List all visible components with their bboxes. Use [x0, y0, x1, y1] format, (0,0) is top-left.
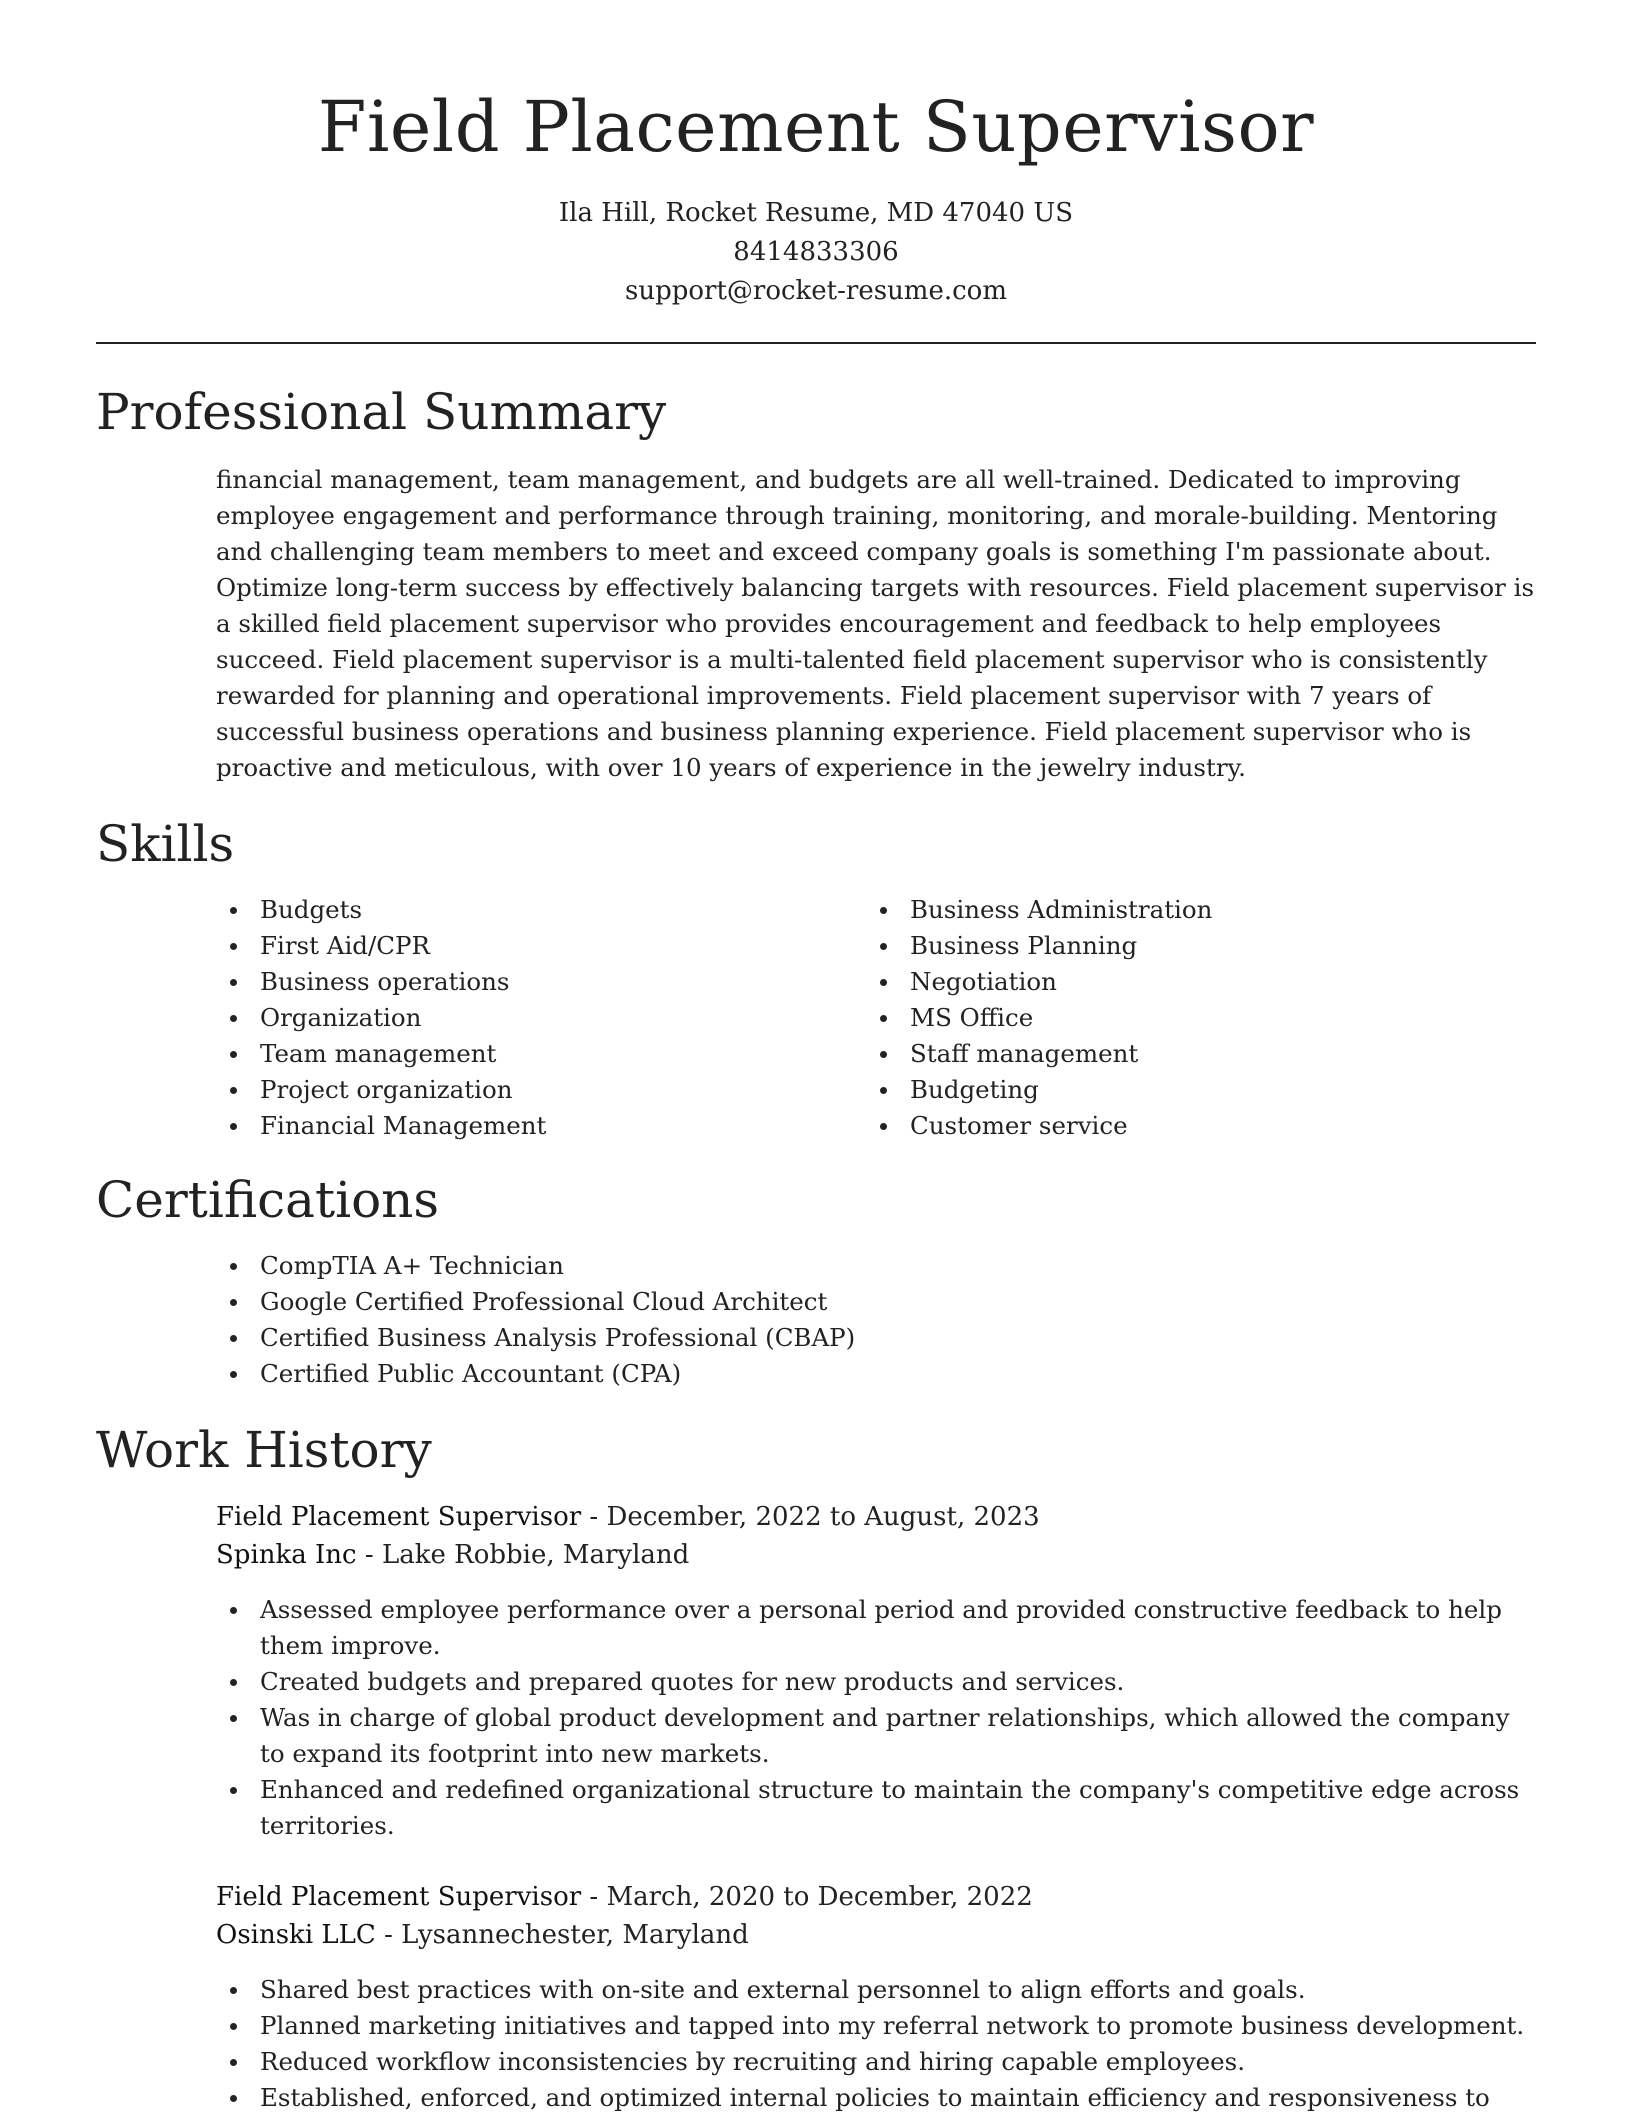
job-company-line — [216, 1536, 1536, 1574]
job-title: Field Placement Supervisor — [216, 1502, 582, 1532]
skill-item: Team management — [216, 1036, 856, 1072]
skill-item: Customer service — [866, 1108, 1506, 1144]
skill-item: First Aid/CPR — [216, 928, 856, 964]
skill-item: Organization — [216, 1000, 856, 1036]
skill-item: Business Administration — [866, 892, 1506, 928]
job-duty: Established, enforced, and optimized internal policies to maintain efficiency and responsiveness to — [216, 2080, 1536, 2112]
certification-item: Google Certified Professional Cloud Architect — [216, 1284, 1536, 1320]
summary-heading: Professional Summary — [96, 383, 667, 441]
job-title-line — [216, 1498, 1536, 1536]
header-divider — [96, 342, 1536, 344]
job-dates: - December, 2022 to August, 2023 — [581, 1502, 1040, 1532]
job-location: - Lysannechester, Maryland — [375, 1920, 749, 1950]
job-duty: Planned marketing initiatives and tapped into my referral network to promote business development. — [216, 2008, 1536, 2044]
contact-phone: 8414833306 — [733, 237, 899, 267]
contact-block — [0, 194, 1632, 311]
skill-item: Business operations — [216, 964, 856, 1000]
skill-item: Budgets — [216, 892, 856, 928]
skill-item: Financial Management — [216, 1108, 856, 1144]
resume-title: Field Placement Supervisor — [317, 86, 1315, 168]
contact-address: Ila Hill, Rocket Resume, MD 47040 US — [558, 198, 1074, 228]
certifications-heading: Certifications — [96, 1171, 440, 1229]
skill-item: Budgeting — [866, 1072, 1506, 1108]
job-header — [216, 1878, 1536, 1954]
job-title: Field Placement Supervisor — [216, 1882, 582, 1912]
job-company-line — [216, 1916, 1536, 1954]
certification-item: Certified Business Analysis Professional (CBAP) — [216, 1320, 1536, 1356]
job-company: Spinka Inc — [216, 1540, 357, 1570]
skill-item: Negotiation — [866, 964, 1506, 1000]
job-header — [216, 1498, 1536, 1574]
work-history-heading: Work History — [96, 1421, 432, 1479]
job-title-line — [216, 1878, 1536, 1916]
skills-list-left — [216, 892, 856, 1144]
certification-item: Certified Public Accountant (CPA) — [216, 1356, 1536, 1392]
job-duties-list — [216, 1972, 1536, 2112]
skills-list-right — [866, 892, 1506, 1144]
skill-item: Business Planning — [866, 928, 1506, 964]
job-dates: - March, 2020 to December, 2022 — [581, 1882, 1033, 1912]
job-location: - Lake Robbie, Maryland — [356, 1540, 690, 1570]
skill-item: MS Office — [866, 1000, 1506, 1036]
job-duty: Created budgets and prepared quotes for new products and services. — [216, 1664, 1536, 1700]
job-duty: Was in charge of global product development and partner relationships, which allowed the company to expand its footprint into new markets. — [216, 1700, 1536, 1772]
job-duty: Shared best practices with on-site and external personnel to align efforts and goals. — [216, 1972, 1536, 2008]
job-duties-list — [216, 1592, 1536, 1844]
skills-heading: Skills — [96, 815, 235, 873]
job-duty: Reduced workflow inconsistencies by recruiting and hiring capable employees. — [216, 2044, 1536, 2080]
job-company: Osinski LLC — [216, 1920, 376, 1950]
certifications-list — [216, 1248, 1536, 1392]
summary-text: financial management, team management, and budgets are all well-trained. Dedicated to improving employee engagement and performance through training, monitoring, and morale-building. Mentoring and challenging team members to meet and exceed company goals is something I'm passionate about. Optimize long-term success by effectively balancing targets with resources. Field placement supervisor is a skilled field placement supervisor who provides encouragement and feedback to help employees succeed. Field placement supervisor is a multi-talented field placement supervisor who is consistently rewarded for planning and operational improvements. Field placement supervisor with 7 years of successful business operations and business planning experience. Field placement supervisor who is proactive and meticulous, with over 10 years of experience in the jewelry industry. — [216, 465, 1535, 782]
job-duty: Assessed employee performance over a personal period and provided constructive feedback to help them improve. — [216, 1592, 1536, 1664]
skill-item: Staff management — [866, 1036, 1506, 1072]
job-duty: Enhanced and redefined organizational structure to maintain the company's competitive edge across territories. — [216, 1772, 1536, 1844]
contact-email: support@rocket-resume.com — [624, 276, 1007, 306]
certification-item: CompTIA A+ Technician — [216, 1248, 1536, 1284]
skill-item: Project organization — [216, 1072, 856, 1108]
